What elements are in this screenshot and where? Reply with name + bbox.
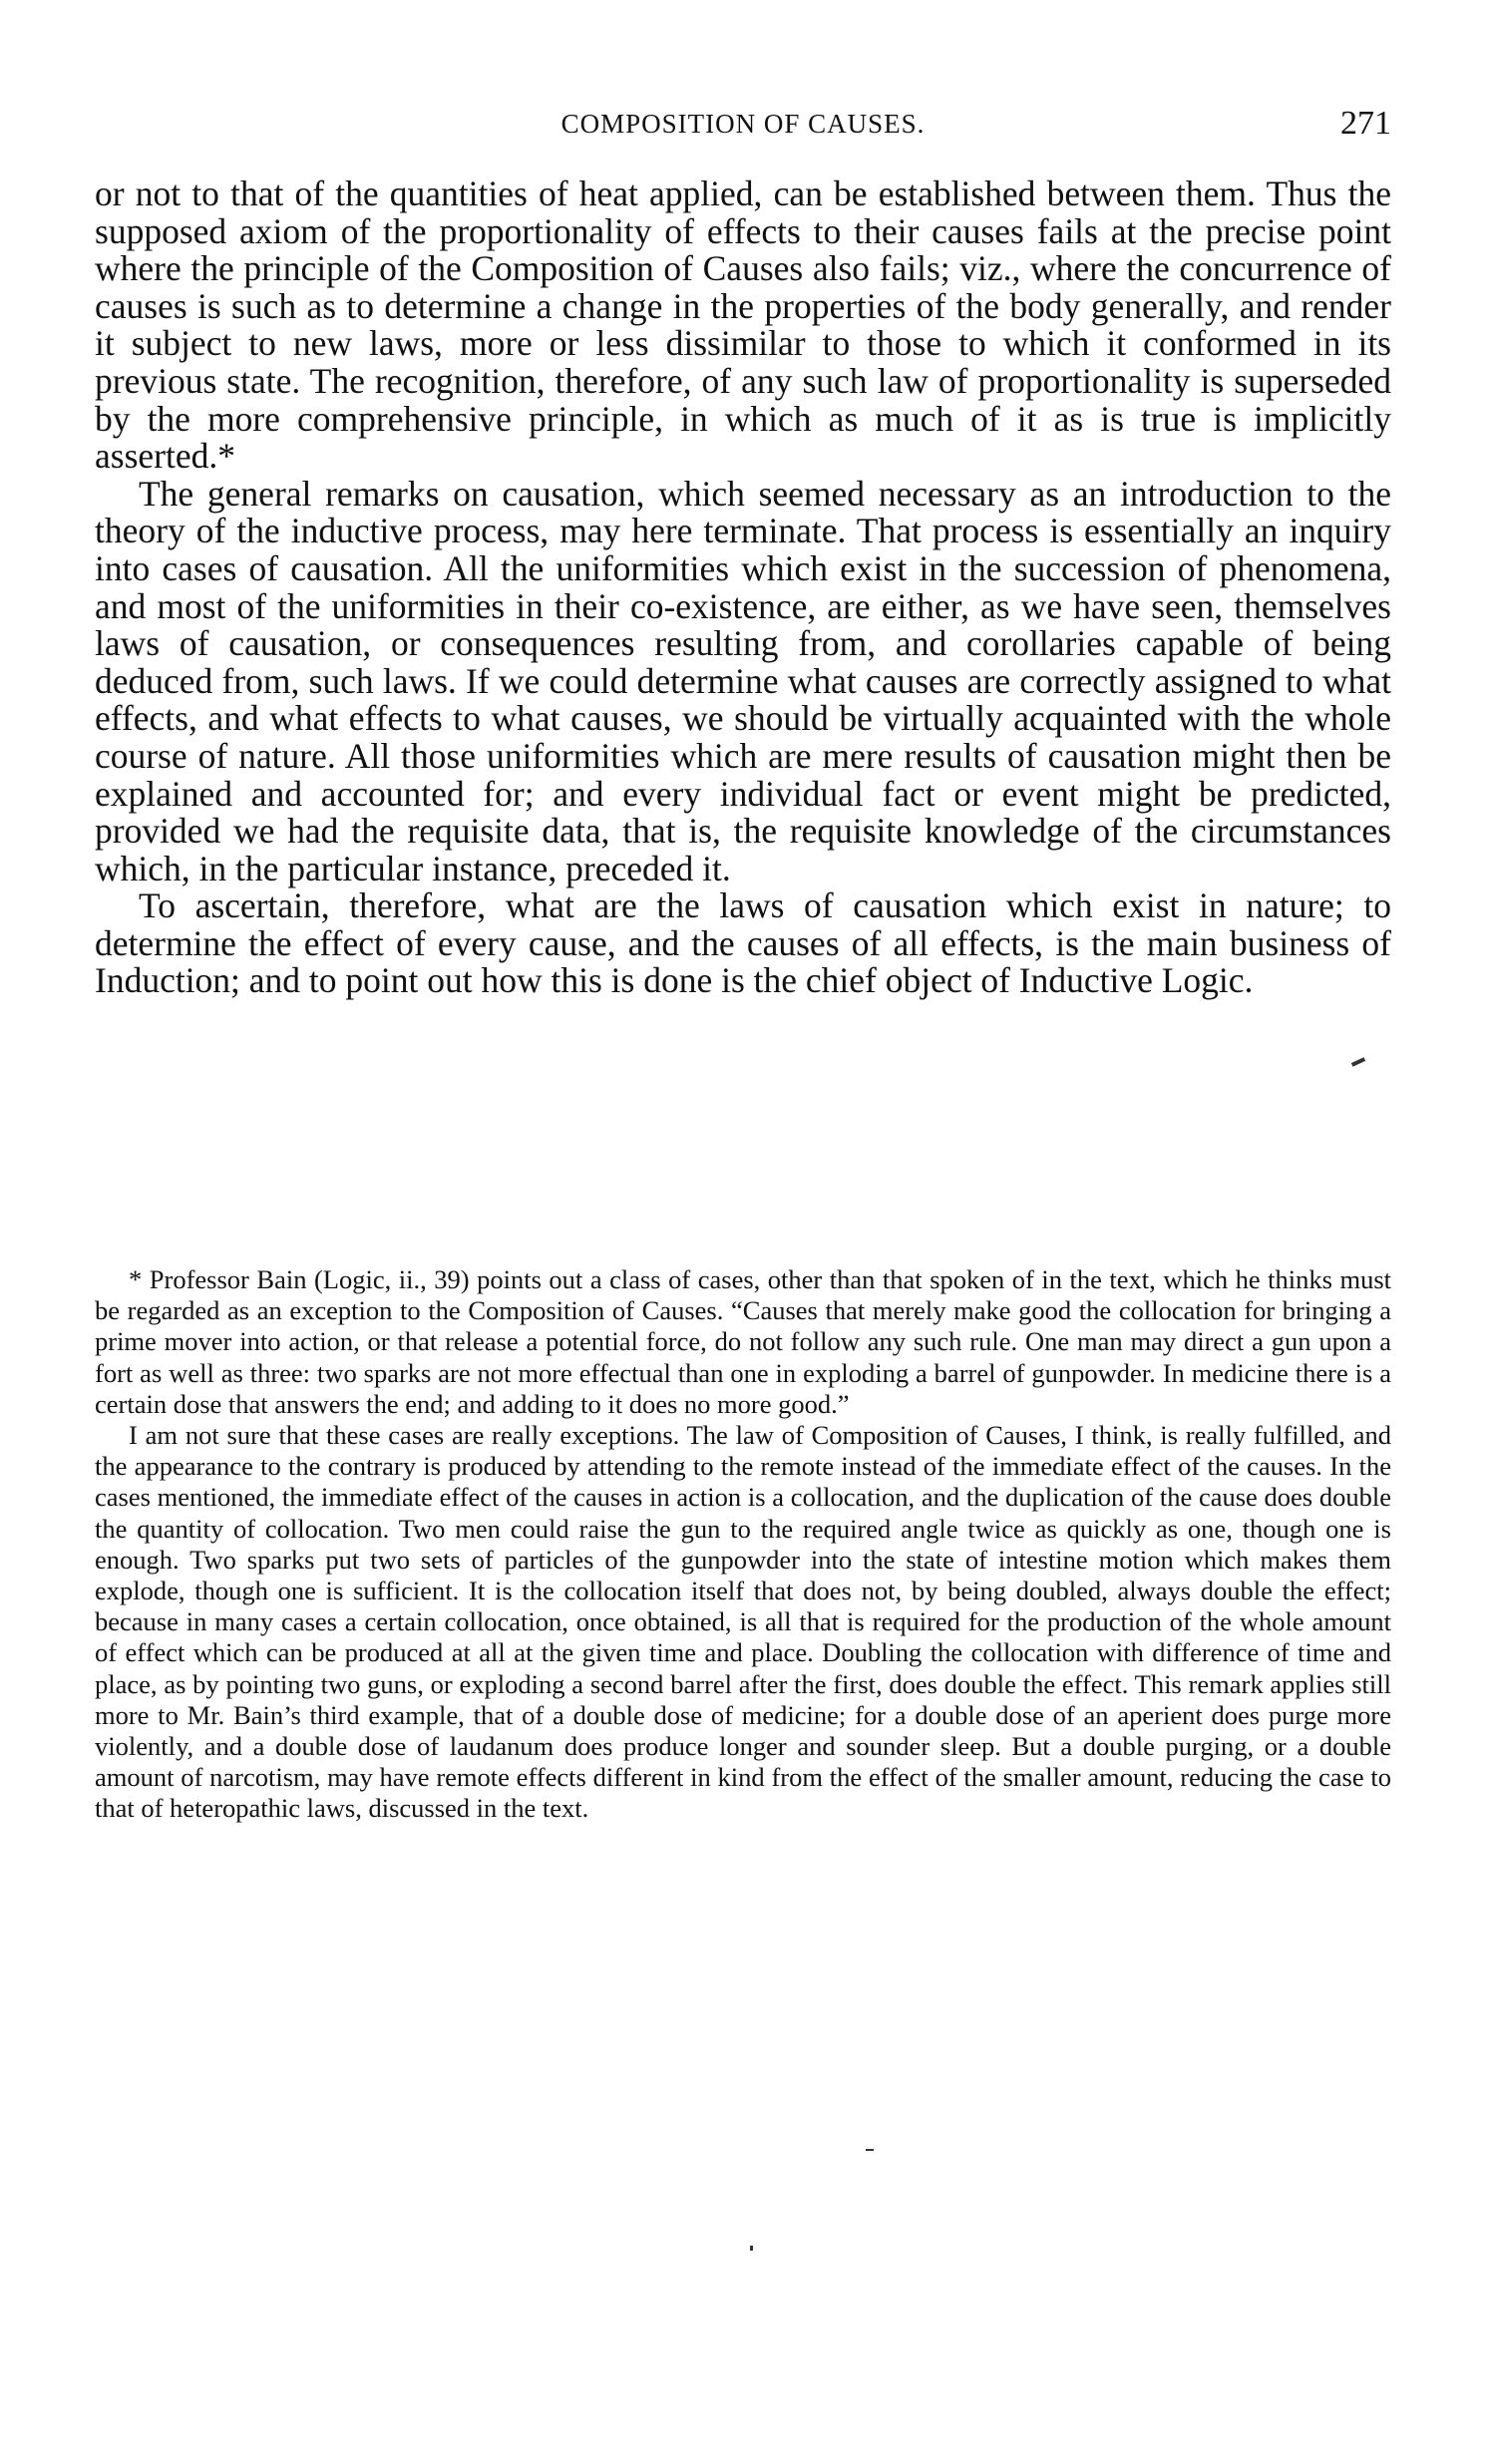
main-text [95, 176, 1391, 1000]
scan-speck [866, 2149, 874, 2151]
paragraph-general-remarks: The general remarks on causation, which seemed necessary as an introduction to the theory of the inductive process, may here terminate. That process is essentially an inquiry into cases of causation. All the uniformities which exist in the succession of phenomena, and most of the uniformities in their co-existence, are either, as we have seen, themselves laws of causation, or consequences resulting from, and corollaries capable of being deduced from, such laws. If we could determine what causes are correctly assigned to what effects, and what effects to what causes, we should be virtually acquainted with the whole course of nature. All those uniformities which are mere results of causation might then be explained and accounted for; and every individual fact or event might be predicted, provided we had the requisite data, that is, the requisite knowledge of the circumstances which, in the particular instance, preceded it. [95, 473, 1391, 888]
page-number: 271 [1340, 105, 1391, 142]
scan-speck [1351, 1057, 1365, 1067]
footnote-paragraph-reply: I am not sure that these cases are really exceptions. The law of Composition of Causes, I think, is really fulfilled, and the appearance to the contrary is produced by attending to the remote instead of the immediate effect of the causes. In the cases mentioned, the immediate effect of the causes in action is a collocation, and the duplication of the cause does double the quantity of collocation. Two men could raise the gun to the required angle twice as quickly as one, though one is enough. Two sparks put two sets of particles of the gunpowder into the state of intestine motion which makes them explode, though one is sufficient. It is the collocation itself that does not, by being doubled, always double the effect; because in many cases a certain collocation, once obtained, is all that is required for the production of the whole amount of effect which can be produced at all at the given time and place. Doubling the collocation with difference of time and place, as by pointing two guns, or exploding a second barrel after the first, does double the effect. This remark applies still more to Mr. Bain’s third example, that of a double dose of medicine; for a double dose of an aperient does purge more violently, and a double dose of laudanum does produce longer and sounder sleep. But a double purging, or a double amount of narcotism, may have remote effects different in kind from the effect of the smaller amount, reducing the case to that of heteropathic laws, discussed in the text. [95, 1420, 1391, 1824]
paragraph-to-ascertain: To ascertain, therefore, what are the laws of causation which exist in nature; to determine the effect of every cause, and the causes of all effects, is the main business of Induction; and to point out how this is done is the chief object of Inductive Logic. [95, 885, 1391, 1001]
paragraph-continuation: or not to that of the quantities of heat applied, can be established between them. Thus the supposed axiom of the proportionality of effects to their causes fails at the precise point where the principle of the Composition of Causes also fails; viz., where the concurrence of causes is such as to determine a change in the properties of the body generally, and render it subject to new laws, more or less dissimilar to those to which it conformed in its previous state. The recognition, therefore, of any such law of proportionality is superseded by the more comprehensive principle, in which as much of it as is true is implicitly asserted.* [95, 174, 1391, 477]
scan-speck [750, 2246, 753, 2251]
footnote-paragraph-bain: * Professor Bain (Logic, ii., 39) points out a class of cases, other than that spoken of in the text, which he thinks must be regarded as an exception to the Composition of Causes. “Causes that merely make good the collocation for bringing a prime mover into action, or that release a potential force, do not follow any such rule. One man may direct a gun upon a fort as well as three: two sparks are not more effectual than one in exploding a barrel of gunpowder. In medicine there is a certain dose that answers the end; and adding to it does no more good.” [95, 1264, 1391, 1419]
footnote [95, 1264, 1391, 1825]
running-title: COMPOSITION OF CAUSES. [560, 109, 926, 139]
running-head [95, 105, 1391, 145]
